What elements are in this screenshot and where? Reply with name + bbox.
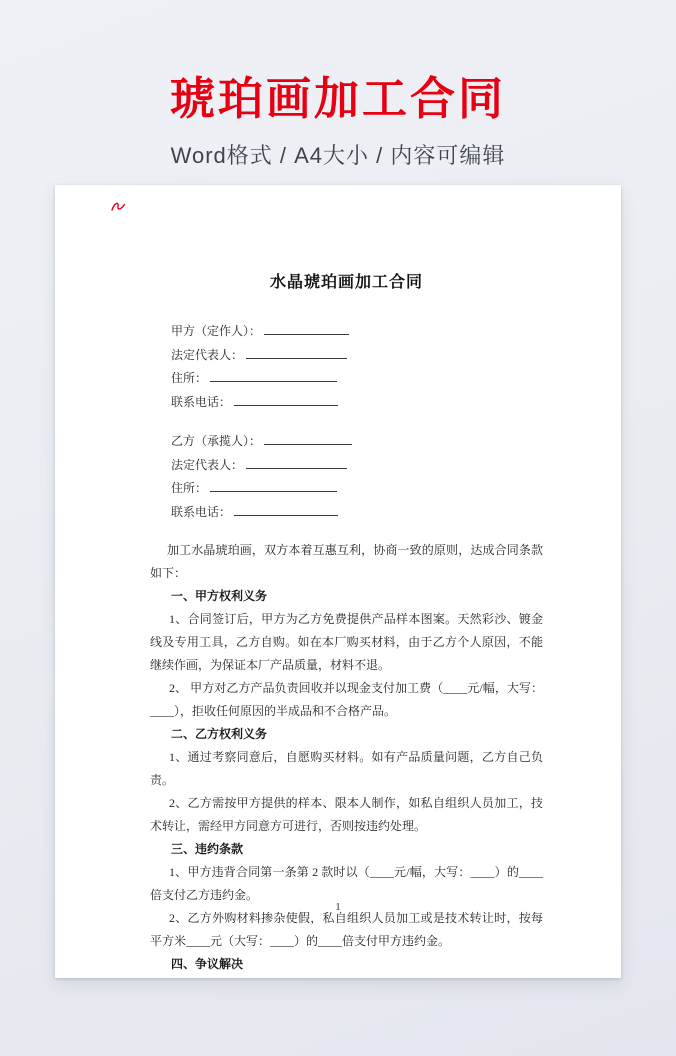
blank-line xyxy=(234,393,338,406)
party-a-address-label: 住所： xyxy=(171,371,208,385)
header-banner xyxy=(0,0,676,170)
section-heading: 四、争议解决 xyxy=(171,957,244,971)
section-party-b-rights xyxy=(150,723,543,838)
contract-clause: 1、甲方违背合同第一条第 2 款时以（____元/幅，大写：____）的____倍支付乙方违约金。 xyxy=(150,865,543,902)
document-page xyxy=(55,185,621,978)
party-a-name-label: 甲方（定作人）： xyxy=(171,324,262,338)
party-a-representative-label: 法定代表人： xyxy=(171,347,244,362)
party-a-name-row xyxy=(171,320,543,344)
section-heading: 二、乙方权利义务 xyxy=(171,727,268,741)
party-a-phone-row xyxy=(171,391,543,415)
blank-line xyxy=(264,322,349,335)
section-party-a-rights xyxy=(150,585,543,723)
party-b-block xyxy=(171,430,543,524)
contract-clause: 1、通过考察同意后，自愿购买材料。如有产品质量问题，乙方自己负责。 xyxy=(150,750,543,787)
party-a-block xyxy=(171,320,543,414)
party-b-phone-label: 联系电话： xyxy=(171,504,232,519)
party-b-address-row xyxy=(171,477,543,501)
party-b-phone-row xyxy=(171,501,543,525)
section-breach-terms xyxy=(150,838,543,953)
party-a-phone-label: 联系电话： xyxy=(171,394,232,409)
contract-clause: 1、合同签订后，甲方为乙方免费提供产品样本图案。天然彩沙、镀金线及专用工具，乙方自购。如在本厂购买材料，由于乙方个人原因，不能继续作画，为保证本厂产品质量，材料不退。 xyxy=(150,612,543,672)
blank-line xyxy=(210,479,337,492)
section-heading: 一、甲方权利义务 xyxy=(171,589,268,603)
party-b-address-label: 住所： xyxy=(171,481,208,495)
contract-intro: 加工水晶琥珀画，双方本着互惠互利，协商一致的原则，达成合同条款如下： xyxy=(150,543,543,580)
contract-clause: 2、乙方需按甲方提供的样本、限本人制作，如私自组织人员加工，技术转让，需经甲方同意方可进行，否则按违约处理。 xyxy=(150,796,543,833)
party-b-representative-label: 法定代表人： xyxy=(171,457,244,472)
page-number: 1 xyxy=(335,901,341,913)
blank-line xyxy=(246,456,347,469)
section-dispute-resolution xyxy=(150,953,543,976)
party-a-representative-row xyxy=(171,344,543,368)
party-b-name-label: 乙方（承揽人）： xyxy=(171,434,262,448)
contract-clause: 2、 甲方对乙方产品负责回收并以现金支付加工费（____元/幅，大写：____），拒收任何原因的半成品和不合格产品。 xyxy=(150,681,543,718)
blank-line xyxy=(264,432,352,445)
blank-line xyxy=(210,369,337,382)
blank-line xyxy=(246,346,347,359)
section-heading: 三、违约条款 xyxy=(171,842,244,856)
contract-clause: 2、乙方外购材料掺杂使假，私自组织人员加工或是技术转让时，按每平方米____元（大写：____）的____倍支付甲方违约金。 xyxy=(150,911,543,948)
contract-title: 水晶琥珀画加工合同 xyxy=(269,274,423,291)
party-b-name-row xyxy=(171,430,543,454)
contract-body xyxy=(55,185,621,976)
party-b-representative-row xyxy=(171,454,543,478)
page-title: 琥珀画加工合同 xyxy=(169,72,506,125)
party-a-address-row xyxy=(171,367,543,391)
blank-line xyxy=(234,503,338,516)
page-subtitle: Word格式 / A4大小 / 内容可编辑 xyxy=(170,143,506,168)
